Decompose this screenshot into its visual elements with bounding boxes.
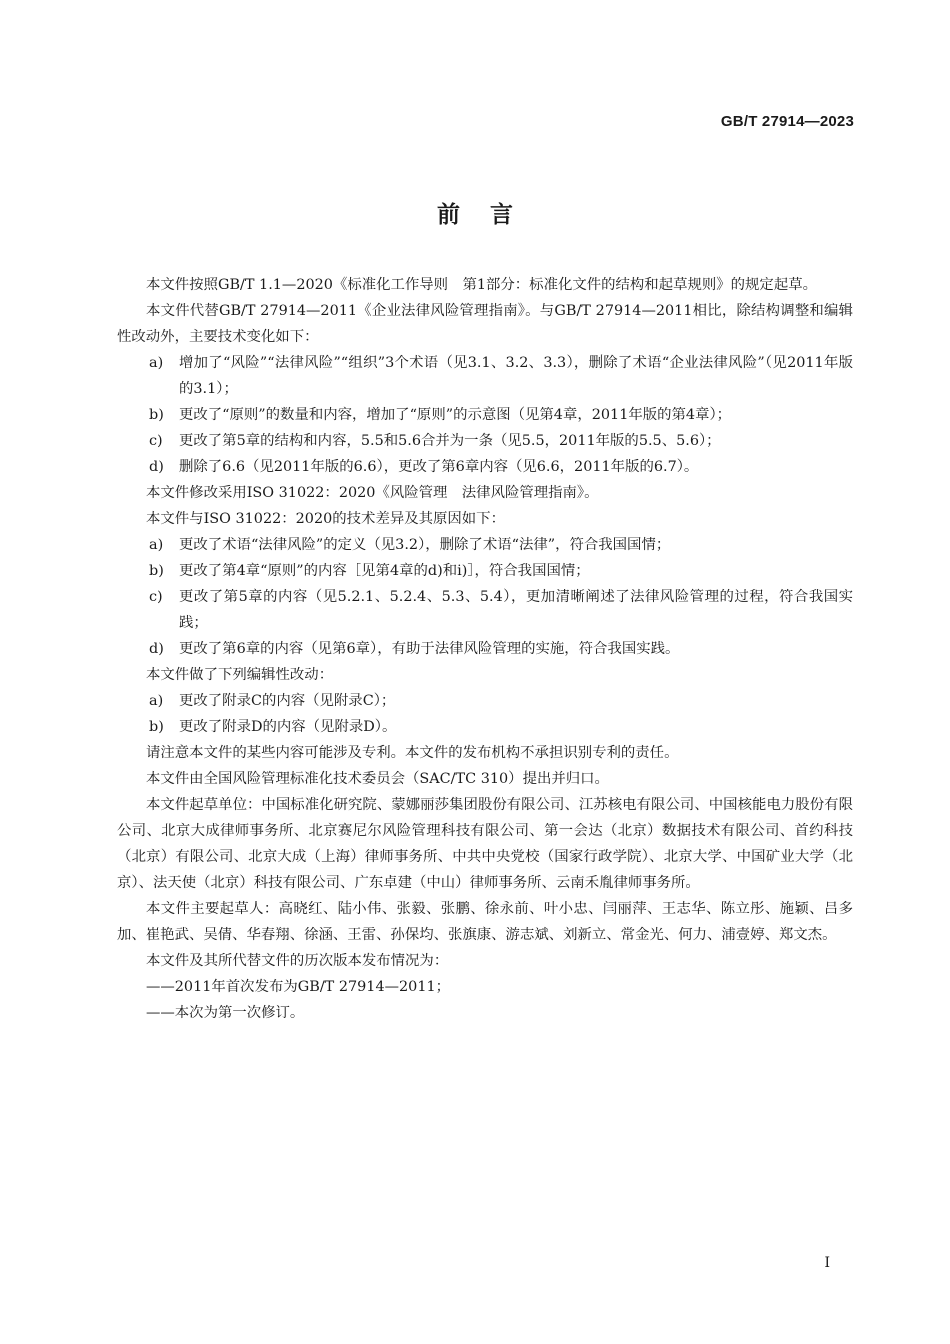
paragraph-iso-diffs: 本文件与ISO 31022：2020的技术差异及其原因如下：: [146, 511, 505, 527]
edits-list: [117, 688, 853, 740]
list-item: c) 更改了第5章的结构和内容，5.5和5.6合并为一条（见5.5，2011年版的5.5、5.6）；: [149, 433, 721, 449]
list-item: c) 更改了第5章的内容（见5.2.1、5.2.4、5.3、5.4），更加清晰阐述了法律风险管理的过程，符合我国实践；: [149, 589, 853, 631]
paragraph-drafting-units: 本文件起草单位：中国标准化研究院、蒙娜丽莎集团股份有限公司、江苏核电有限公司、中国核能电力股份有限公司、北京大成律师事务所、北京赛尼尔风险管理科技有限公司、第一会达（北京）数据技术有限公司、首约科技（北京）有限公司、北京大成（上海）律师事务所、中共中央党校（国家行政学院）、北京大学、中国矿业大学（北京）、法天使（北京）科技有限公司、广东卓建（中山）律师事务所、云南禾胤律师事务所。: [117, 797, 853, 891]
paragraph-patent: 请注意本文件的某些内容可能涉及专利。本文件的发布机构不承担识别专利的责任。: [146, 745, 679, 761]
list-item: b) 更改了附录D的内容（见附录D）。: [149, 719, 397, 735]
foreword-body: [117, 272, 853, 1026]
list-item: d) 更改了第6章的内容（见第6章），有助于法律风险管理的实施，符合我国实践。: [149, 641, 680, 657]
diffs-list: [117, 532, 853, 662]
standard-code: GB/T 27914—2023: [720, 113, 854, 130]
paragraph-replaces: 本文件代替GB/T 27914—2011《企业法律风险管理指南》。与GB/T 27914—2011相比，除结构调整和编辑性改动外，主要技术变化如下：: [117, 303, 853, 345]
paragraph-editorial: 本文件做了下列编辑性改动：: [146, 667, 334, 683]
history-item: ——本次为第一次修订。: [146, 1005, 305, 1021]
list-item: a) 更改了附录C的内容（见附录C）；: [149, 693, 396, 709]
changes-list: [117, 350, 853, 480]
paragraph-committee: 本文件由全国风险管理标准化技术委员会（SAC/TC 310）提出并归口。: [146, 771, 609, 787]
paragraph-drafters: 本文件主要起草人：高晓红、陆小伟、张毅、张鹏、徐永前、叶小忠、闫丽萍、王志华、陈立彤、施颖、吕多加、崔艳武、吴倩、华春翔、徐涵、王雷、孙保均、张旗康、游志斌、刘新立、常金光、何力、浦壹婷、郑文杰。: [117, 901, 853, 943]
list-item: a) 增加了“风险”“法律风险”“组织”3个术语（见3.1、3.2、3.3），删除了术语“企业法律风险”（见2011年版的3.1）；: [149, 355, 853, 397]
paragraph-basis: 本文件按照GB/T 1.1—2020《标准化工作导则 第1部分：标准化文件的结构和起草规则》的规定起草。: [146, 277, 817, 293]
page-number: I: [824, 1255, 830, 1271]
list-item: a) 更改了术语“法律风险”的定义（见3.2），删除了术语“法律”，符合我国国情；: [149, 537, 671, 553]
list-item: b) 更改了第4章“原则”的内容［见第4章的d)和i)］，符合我国国情；: [149, 563, 590, 579]
list-item: b) 更改了“原则”的数量和内容，增加了“原则”的示意图（见第4章，2011年版的第4章）；: [149, 407, 732, 423]
paragraph-history: 本文件及其所代替文件的历次版本发布情况为：: [146, 953, 449, 969]
list-item: d) 删除了6.6（见2011年版的6.6），更改了第6章内容（见6.6，2011年版的6.7）。: [149, 459, 699, 475]
page-title: 前言: [437, 202, 543, 228]
paragraph-iso-adoption: 本文件修改采用ISO 31022：2020《风险管理 法律风险管理指南》。: [146, 485, 599, 501]
history-item: ——2011年首次发布为GB/T 27914—2011；: [146, 979, 451, 995]
